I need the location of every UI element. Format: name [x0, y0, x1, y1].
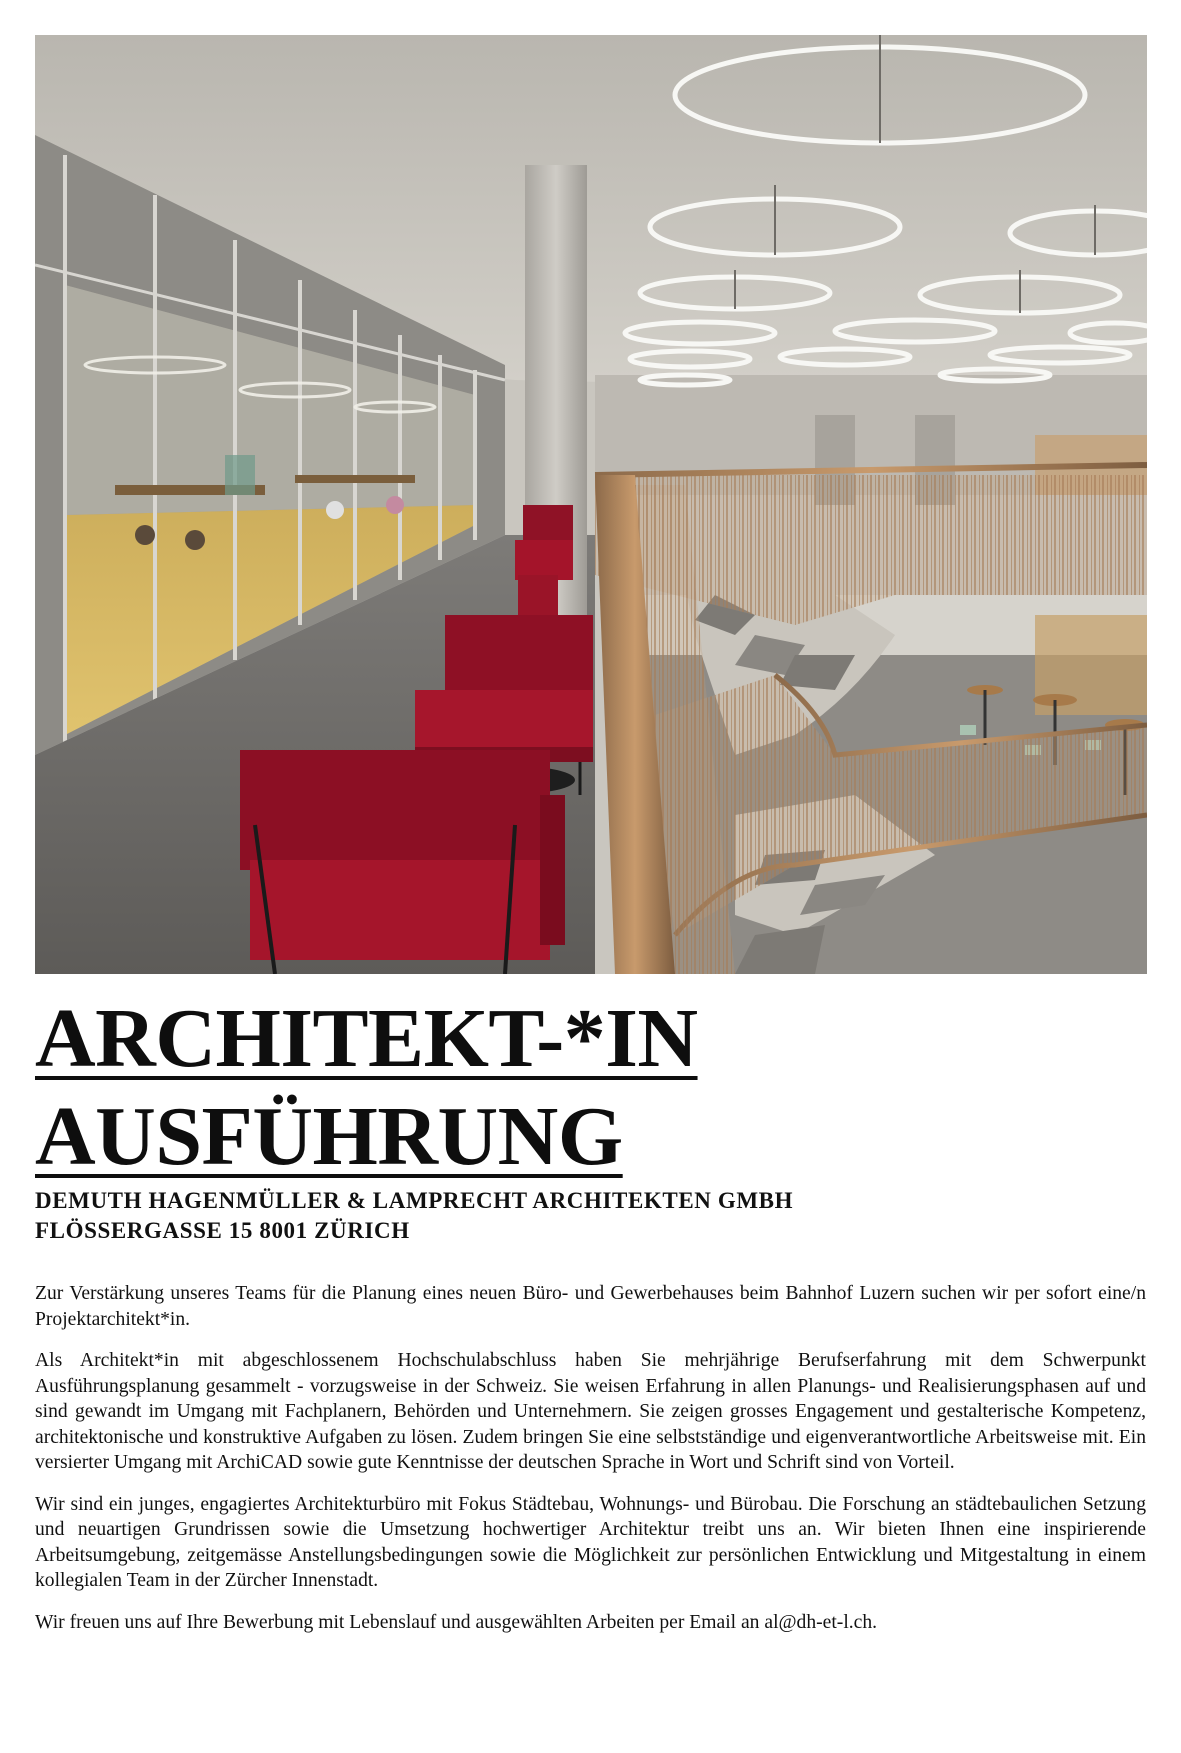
job-description: [35, 1281, 1146, 1651]
company-block: [35, 1186, 793, 1246]
interior-rendering: [35, 35, 1147, 974]
job-title-line-2: AUSFÜHRUNG: [35, 1090, 623, 1183]
paragraph-profile: Als Architekt*in mit abgeschlossenem Hochschulabschluss haben Sie mehrjährige Berufserfahrung mit dem Schwerpunkt Ausführungsplanung gesammelt - vorzugsweise in der Schweiz. Sie weisen Erfahrung in allen Planungs- und Realisierungsphasen auf und sind gewandt im Umgang mit Fachplanern, Behörden und Unternehmern. Sie zeigen grosses Engagement und gestalterische Kompetenz, architektonische und konstruktive Aufgaben zu lösen. Zudem bringen Sie eine selbstständige und eigenverantwortliche Arbeitsweise mit. Ein versierter Umgang mit ArchiCAD sowie gute Kenntnisse der deutschen Sprache in Wort und Schrift sind von Vorteil.: [35, 1350, 1146, 1473]
company-address: FLÖSSERGASSE 15 8001 ZÜRICH: [35, 1218, 410, 1243]
paragraph-intro: Zur Verstärkung unseres Teams für die Planung eines neuen Büro- und Gewerbehauses beim Bahnhof Luzern suchen wir per sofort eine/n Projektarchitekt*in.: [35, 1283, 1146, 1330]
job-title: [35, 990, 698, 1186]
job-title-line-1: ARCHITEKT-*IN: [35, 992, 698, 1085]
paragraph-application: Wir freuen uns auf Ihre Bewerbung mit Lebenslauf und ausgewählten Arbeiten per Email an al@dh-et-l.ch.: [35, 1611, 878, 1633]
paragraph-company: Wir sind ein junges, engagiertes Architekturbüro mit Fokus Städtebau, Wohnungs- und Bürobau. Die Forschung an städtebaulichen Setzung und neuartigen Grundrissen sowie die Umsetzung hochwertiger Architektur treibt uns an. Wir bieten Ihnen eine inspirierende Arbeitsumgebung, zeitgemässe Anstellungsbedingungen sowie die Möglichkeit zur persönlichen Entwicklung und Mitgestaltung in einem kollegialen Team in der Zürcher Innenstadt.: [35, 1493, 1146, 1591]
hero-image: [35, 35, 1147, 974]
company-name: DEMUTH HAGENMÜLLER & LAMPRECHT ARCHITEKTEN GMBH: [35, 1188, 794, 1213]
